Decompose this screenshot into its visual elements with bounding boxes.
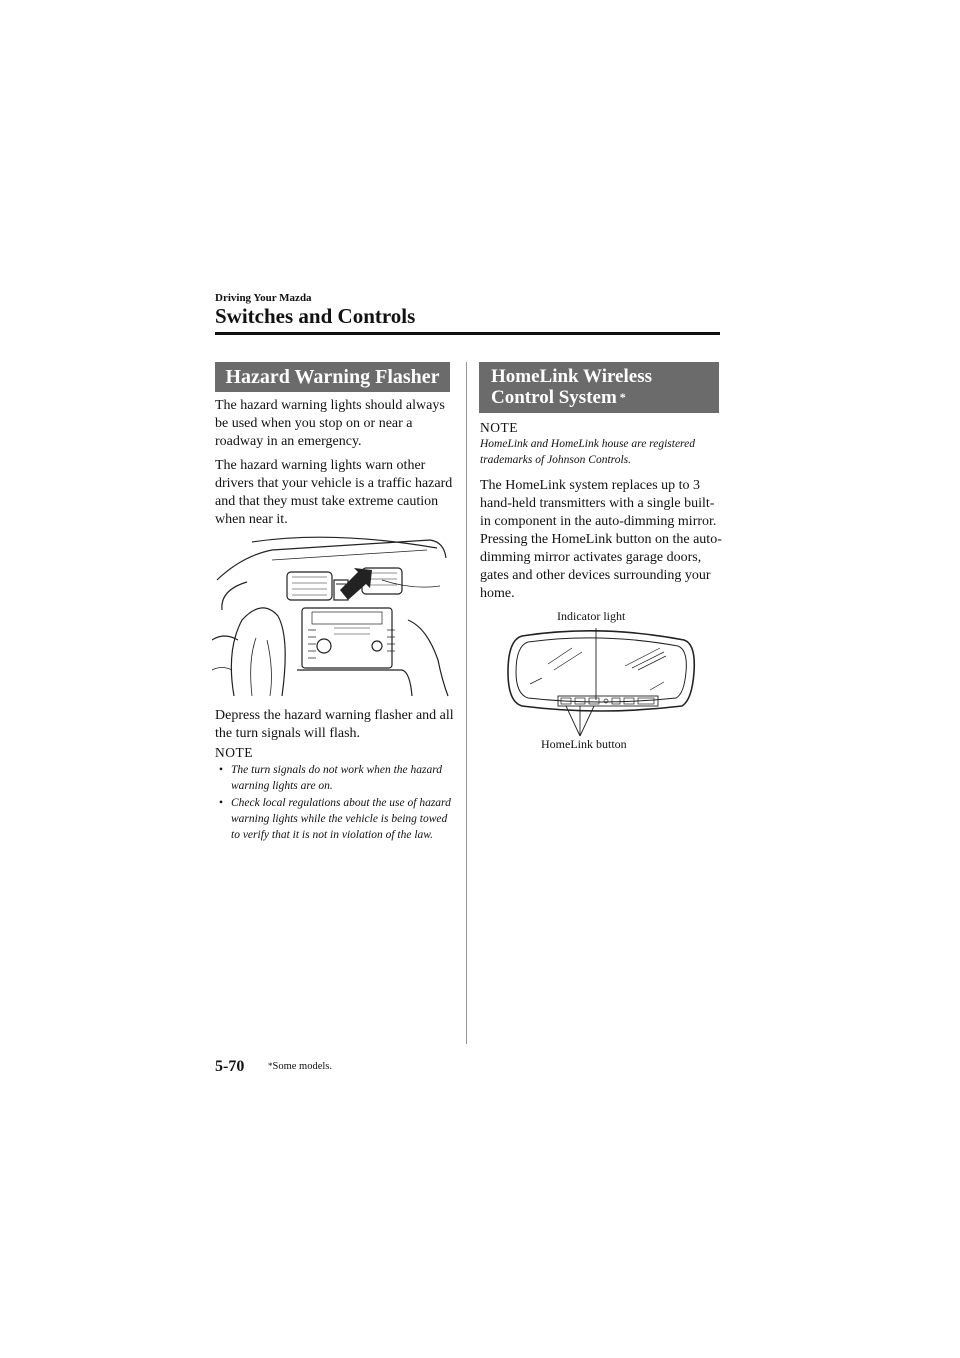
section-label: Driving Your Mazda	[215, 292, 312, 304]
hazard-button-arrow	[334, 568, 372, 600]
some-models-star: *	[619, 390, 626, 404]
dashboard-illustration	[212, 520, 452, 698]
page-number: 5-70	[215, 1058, 245, 1075]
footnote	[268, 1061, 332, 1072]
header-rule	[215, 332, 720, 335]
footnote-star: *	[268, 1061, 273, 1071]
homelink-note-text: HomeLink and HomeLink house are registered trademarks of Johnson Controls.	[480, 438, 695, 466]
hazard-paragraph-1: The hazard warning lights should always be used when you stop on or near a roadway in an emergency.	[215, 398, 445, 449]
indicator-light-label: Indicator light	[557, 609, 626, 623]
column-divider	[466, 362, 467, 1044]
chapter-title: Switches and Controls	[215, 304, 416, 328]
homelink-button-label: HomeLink button	[541, 737, 627, 751]
hazard-paragraph-3: Depress the hazard warning flasher and all the turn signals will flash.	[215, 708, 454, 741]
homelink-heading	[479, 362, 719, 413]
mirror-illustration	[500, 620, 700, 740]
footnote-text: Some models.	[272, 1061, 332, 1072]
homelink-heading-line1: HomeLink Wireless	[491, 366, 652, 387]
hazard-note-item: • The turn signals do not work when the hazard warning lights are on.	[215, 762, 455, 794]
hazard-note-label: NOTE	[215, 745, 253, 760]
homelink-paragraph: The HomeLink system replaces up to 3 hand-held transmitters with a single built-in component in the auto-dimming mirror. Pressing the HomeLink button on the auto-dimming mirror activates garage doors, gates and other devices surrounding your home.	[480, 478, 722, 601]
hazard-paragraph-2: The hazard warning lights warn other drivers that your vehicle is a traffic hazard and that they must take extreme caution when near it.	[215, 458, 453, 527]
hazard-note-item: • Check local regulations about the use of hazard warning lights while the vehicle is being towed to verify that it is not in violation of the law.	[215, 795, 455, 843]
homelink-note-label: NOTE	[480, 420, 518, 435]
hazard-heading: Hazard Warning Flasher	[215, 362, 450, 392]
homelink-heading-line2: Control System	[491, 387, 617, 408]
hazard-note-list	[215, 762, 455, 844]
